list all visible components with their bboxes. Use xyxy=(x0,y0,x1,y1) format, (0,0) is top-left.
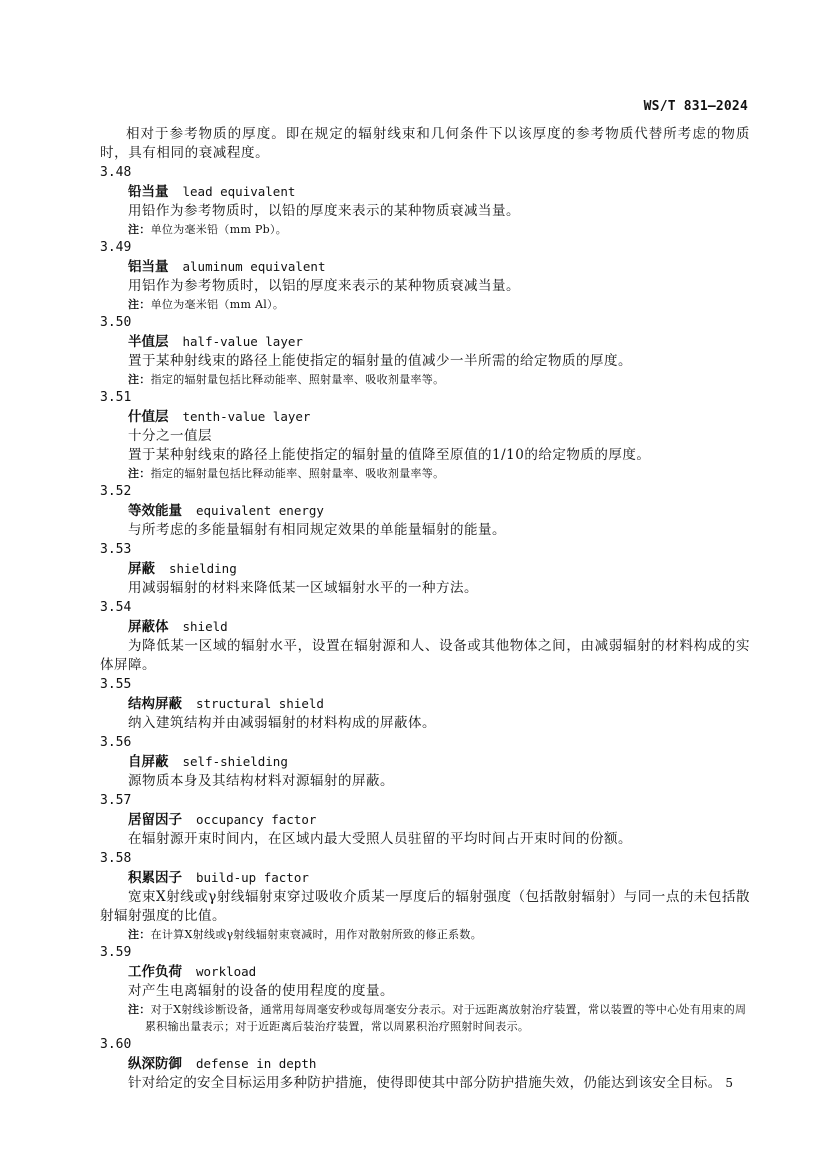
term-en: self-shielding xyxy=(182,754,288,769)
term-en: aluminum equivalent xyxy=(182,259,326,274)
term-entry xyxy=(100,675,750,733)
term-number: 3.50 xyxy=(100,315,132,330)
term-definition: 用减弱辐射的材料来降低某一区域辐射水平的一种方法。 xyxy=(128,580,478,596)
term-note xyxy=(128,1001,750,1035)
term-definition: 用铅作为参考物质时，以铅的厚度来表示的某种物质衰减当量。 xyxy=(128,203,520,219)
note-text: 单位为毫米铅（mm Pb）。 xyxy=(150,223,288,236)
term-heading xyxy=(128,810,750,830)
term-en: tenth-value layer xyxy=(182,409,311,424)
intro-paragraph: 相对于参考物质的厚度。即在规定的辐射线束和几何条件下以该厚度的参考物质代替所考虑的物质时，具有相同的衰减程度。 xyxy=(100,126,750,161)
term-heading xyxy=(128,617,750,637)
term-note xyxy=(128,371,750,388)
note-label: 注： xyxy=(128,928,151,941)
term-en: half-value layer xyxy=(182,334,303,349)
term-entry xyxy=(100,849,750,943)
term-en: defense in depth xyxy=(196,1056,317,1071)
term-number: 3.57 xyxy=(100,793,132,808)
term-en: workload xyxy=(196,964,257,979)
term-heading xyxy=(128,868,750,888)
term-zh: 自屏蔽 xyxy=(128,754,169,770)
term-entry xyxy=(100,943,750,1035)
term-zh: 居留因子 xyxy=(128,812,182,828)
term-definition: 为降低某一区域的辐射水平，设置在辐射源和人、设备或其他物体之间，由减弱辐射的材料构成的实体屏障。 xyxy=(100,638,750,673)
note-label: 注： xyxy=(128,298,151,311)
term-zh: 什值层 xyxy=(128,409,169,425)
page-number: 5 xyxy=(725,1076,733,1090)
term-zh: 等效能量 xyxy=(128,503,182,519)
term-heading xyxy=(128,752,750,772)
term-note xyxy=(128,465,750,482)
term-definition: 用铝作为参考物质时，以铝的厚度来表示的某种物质衰减当量。 xyxy=(128,278,520,294)
document-body xyxy=(100,125,750,1093)
term-zh: 铅当量 xyxy=(128,184,169,200)
term-heading xyxy=(128,182,750,202)
term-note xyxy=(128,926,750,943)
term-entry xyxy=(100,1035,750,1093)
term-entry xyxy=(100,313,750,388)
term-en: lead equivalent xyxy=(182,184,296,199)
term-en: structural shield xyxy=(196,696,324,711)
term-en: build-up factor xyxy=(196,870,309,885)
term-heading xyxy=(128,332,750,352)
note-label: 注： xyxy=(128,223,151,236)
term-entry xyxy=(100,238,750,313)
term-number: 3.56 xyxy=(100,735,132,750)
note-text: 在计算X射线或γ射线辐射束衰减时，用作对散射所致的修正系数。 xyxy=(150,928,483,941)
term-zh: 纵深防御 xyxy=(128,1056,182,1072)
term-entry xyxy=(100,540,750,598)
term-zh: 屏蔽体 xyxy=(128,619,169,635)
term-zh: 铝当量 xyxy=(128,259,169,275)
term-heading xyxy=(128,559,750,579)
term-entry xyxy=(100,388,750,482)
term-note xyxy=(128,296,750,313)
term-en: occupancy factor xyxy=(196,812,317,827)
term-en: shielding xyxy=(169,561,237,576)
term-definition: 针对给定的安全目标运用多种防护措施，使得即使其中部分防护措施失效，仍能达到该安全目标。 xyxy=(128,1075,722,1091)
term-number: 3.54 xyxy=(100,600,132,615)
term-number: 3.52 xyxy=(100,484,132,499)
term-heading xyxy=(128,694,750,714)
term-number: 3.48 xyxy=(100,165,132,180)
term-definition: 与所考虑的多能量辐射有相同规定效果的单能量辐射的能量。 xyxy=(128,522,506,538)
term-heading xyxy=(128,257,750,277)
term-en: equivalent energy xyxy=(196,503,324,518)
term-heading xyxy=(128,962,750,982)
note-text: 指定的辐射量包括比释动能率、照射量率、吸收剂量率等。 xyxy=(150,373,445,386)
term-zh: 工作负荷 xyxy=(128,964,182,980)
term-entry xyxy=(100,598,750,675)
term-heading xyxy=(128,501,750,521)
term-definition: 源物质本身及其结构材料对源辐射的屏蔽。 xyxy=(128,773,394,789)
term-zh: 半值层 xyxy=(128,334,169,350)
standard-code: WS/T 831—2024 xyxy=(643,99,748,114)
term-zh: 积累因子 xyxy=(128,870,182,886)
term-zh: 结构屏蔽 xyxy=(128,696,182,712)
note-text: 对于X射线诊断设备，通常用每周毫安秒或每周毫安分表示。对于远距离放射治疗装置，常以装置的等中心处有用束的周累积输出量表示；对于近距离后装治疗装置，常以周累积治疗照射时间表示。 xyxy=(145,1003,747,1033)
term-definition: 置于某种射线束的路径上能使指定的辐射量的值降至原值的1/10的给定物质的厚度。 xyxy=(128,447,651,463)
note-text: 指定的辐射量包括比释动能率、照射量率、吸收剂量率等。 xyxy=(150,467,445,480)
term-definition: 宽束X射线或γ射线辐射束穿过吸收介质某一厚度后的辐射强度（包括散射辐射）与同一点的未包括散射辐射强度的比值。 xyxy=(100,889,750,924)
term-zh: 屏蔽 xyxy=(128,561,155,577)
term-definition: 在辐射源开束时间内，在区域内最大受照人员驻留的平均时间占开束时间的份额。 xyxy=(128,831,632,847)
term-definition: 对产生电离辐射的设备的使用程度的度量。 xyxy=(128,983,394,999)
term-number: 3.59 xyxy=(100,945,132,960)
term-entry xyxy=(100,791,750,849)
term-number: 3.49 xyxy=(100,240,132,255)
note-label: 注： xyxy=(128,373,151,386)
term-entry xyxy=(100,482,750,540)
term-number: 3.58 xyxy=(100,851,132,866)
term-heading xyxy=(128,1054,750,1074)
term-alternate-name: 十分之一值层 xyxy=(128,428,212,444)
term-entry xyxy=(100,163,750,238)
term-number: 3.60 xyxy=(100,1037,132,1052)
term-note xyxy=(128,221,750,238)
term-definition: 纳入建筑结构并由减弱辐射的材料构成的屏蔽体。 xyxy=(128,715,436,731)
term-number: 3.55 xyxy=(100,677,132,692)
term-en: shield xyxy=(182,619,228,634)
term-entry xyxy=(100,733,750,791)
term-definition: 置于某种射线束的路径上能使指定的辐射量的值减少一半所需的给定物质的厚度。 xyxy=(128,353,632,369)
note-label: 注： xyxy=(128,467,151,480)
term-heading xyxy=(128,407,750,427)
note-text: 单位为毫米铝（mm Al）。 xyxy=(150,298,285,311)
note-label: 注： xyxy=(128,1003,151,1016)
term-number: 3.51 xyxy=(100,390,132,405)
term-number: 3.53 xyxy=(100,542,132,557)
